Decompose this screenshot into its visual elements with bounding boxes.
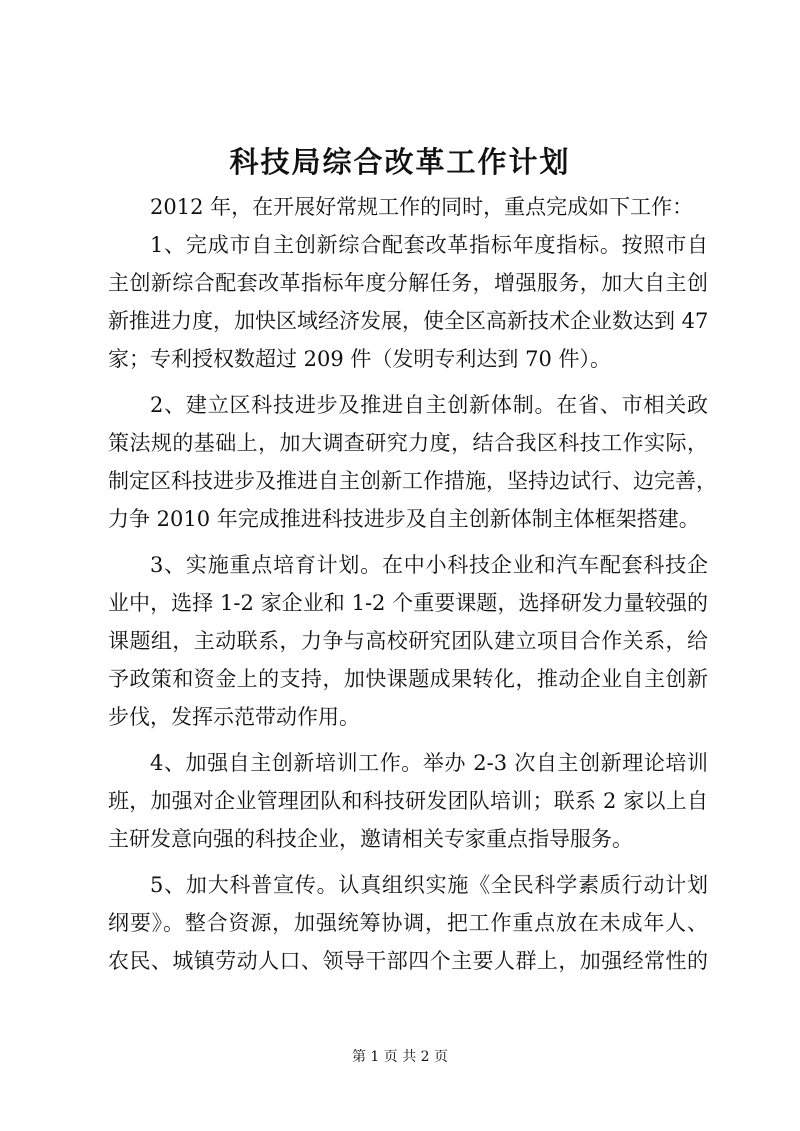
paragraph-1-line-1: 1、完成市自主创新综合配套改革指标年度指标。按照市自 [150,233,708,257]
paragraph-1-line-3: 新推进力度，加快区域经济发展，使全区高新技术企业数达到 47 [108,309,709,333]
paragraph-3-line-3: 课题组，主动联系，力争与高校研究团队建立项目合作关系，给 [108,629,708,653]
paragraph-4-line-2: 班，加强对企业管理团队和科技研发团队培训；联系 2 家以上自 [108,789,708,813]
paragraph-4-line-1: 4、加强自主创新培训工作。举办 2-3 次自主创新理论培训 [150,751,708,775]
paragraph-5-line-2: 纲要》。整合资源，加强统筹协调，把工作重点放在未成年人、 [108,911,708,935]
paragraph-4-line-3: 主研发意向强的科技企业，邀请相关专家重点指导服务。 [108,827,633,851]
paragraph-intro-line: 2012 年，在开展好常规工作的同时，重点完成如下工作： [150,195,694,219]
paragraph-3-line-5: 步伐，发挥示范带动作用。 [108,705,360,729]
paragraph-1-line-4: 家；专利授权数超过 209 件（发明专利达到 70 件）。 [108,347,612,371]
paragraph-5-line-3: 农民、城镇劳动人口、领导干部四个主要人群上，加强经常性的 [108,949,708,973]
paragraph-5-line-1: 5、加大科普宣传。认真组织实施《全民科学素质行动计划 [150,873,708,897]
page-number-footer: 第 1 页 共 2 页 [351,1049,449,1065]
paragraph-2-line-3: 制定区科技进步及推进自主创新工作措施，坚持边试行、边完善， [108,469,717,493]
paragraph-2-line-2: 策法规的基础上，加大调查研究力度，结合我区科技工作实际， [108,431,708,455]
paragraph-3-line-4: 予政策和资金上的支持，加快课题成果转化，推动企业自主创新 [108,667,708,691]
paragraph-2-line-4: 力争 2010 年完成推进科技进步及自主创新体制主体框架搭建。 [108,507,700,531]
paragraph-3-line-1: 3、实施重点培育计划。在中小科技企业和汽车配套科技企 [150,553,708,577]
paragraph-1-line-2: 主创新综合配套改革指标年度分解任务，增强服务，加大自主创 [108,271,708,295]
paragraph-3-line-2: 业中，选择 1-2 家企业和 1-2 个重要课题，选择研发力量较强的 [108,591,708,615]
document-title: 科技局综合改革工作计划 [229,145,571,179]
paragraph-2-line-1: 2、建立区科技进步及推进自主创新体制。在省、市相关政 [150,393,708,417]
